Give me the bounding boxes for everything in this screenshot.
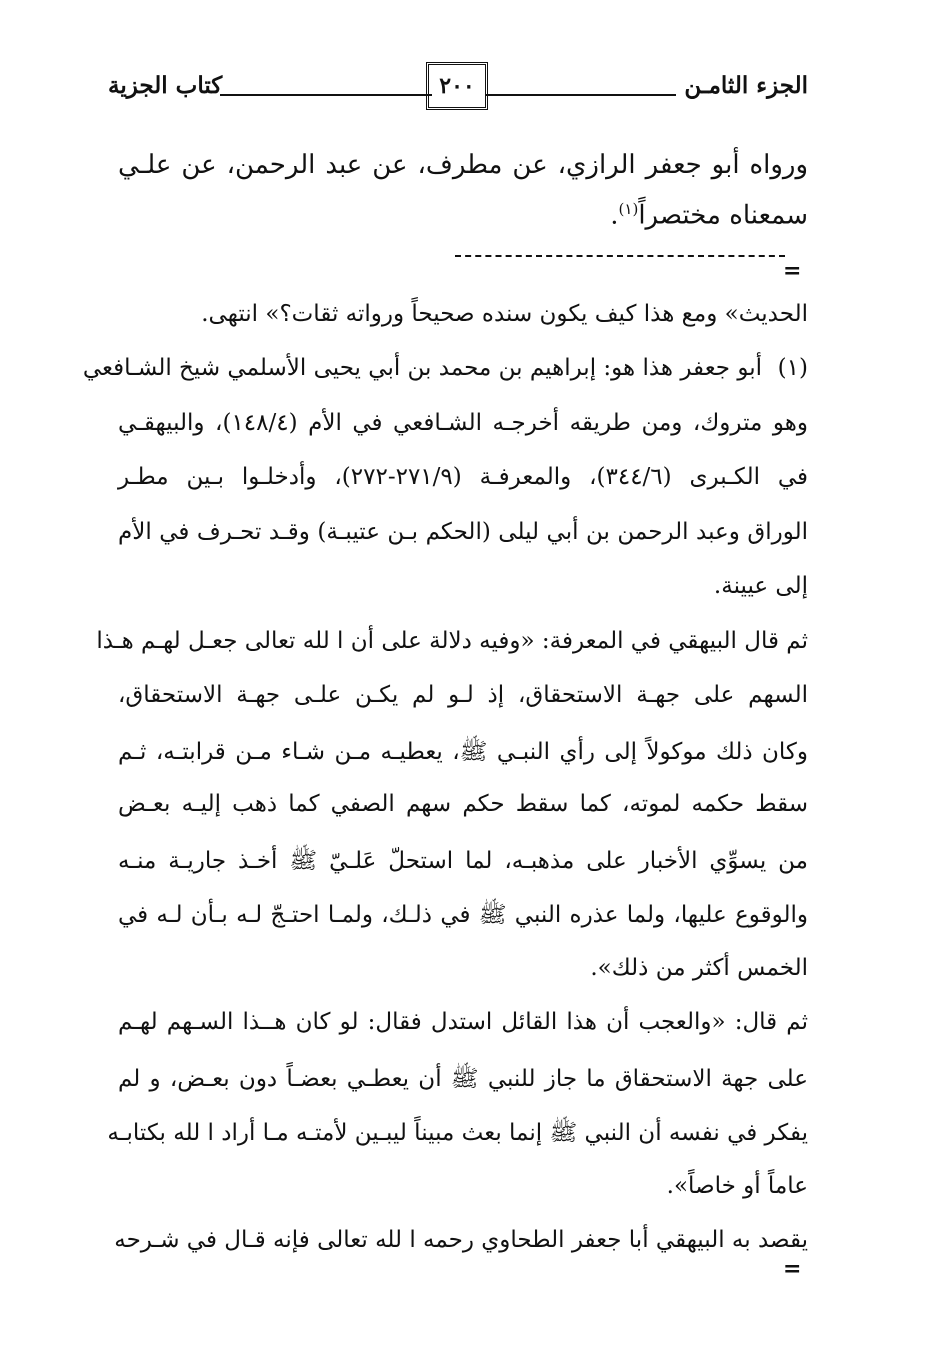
footnote-1-line: في الكـبرى (٣٤٤/٦)، والمعرفـة (٢٧١/٩-٢٧٢)، وأدخلـوا بـين مطـر	[118, 464, 808, 490]
footnote-para-2-line: الخمس أكثر من ذلك».	[590, 955, 808, 981]
continuation-mark-top: =	[783, 258, 800, 284]
footnote-continuation: الحديث» ومع هذا كيف يكون سنده صحيحاً ورواته ثقات؟» انتهى.	[201, 301, 808, 327]
footnote-1-line: أبو جعفر هذا هو: إبراهيم بن محمد بن أبي يحيى الأسلمي شيخ الشـافعي	[82, 355, 762, 381]
footnote-1-line: الوراق وعبد الرحمن بن أبي ليلى (الحكم بـن عتيبـة) وقـد تحـرف في الأم	[118, 519, 808, 545]
footnote-1-line: إلى عيينة.	[713, 573, 808, 599]
header-rule-right	[486, 94, 676, 96]
footnote-para-2-line: السهم على جهـة الاستحقاق، إذ لـو لم يكـن علـى جهـة الاستحقاق،	[118, 682, 808, 708]
main-text-line-1: ورواه أبو جعفر الرازي، عن مطرف، عن عبد الرحمن، عن علـي	[118, 150, 808, 180]
footnote-separator	[455, 255, 785, 257]
footnote-para-2-line: سقط حكمه لموته، كما سقط حكم سهم الصفي كما ذهب إليـه بعـض	[118, 791, 808, 817]
footnote-para-3-line: عاماً أو خاصاً».	[666, 1173, 808, 1199]
footnote-1-line: وهو متروك، ومن طريقه أخرجـه الشـافعي في الأم (١٤٨/٤)، والبيهقـي	[118, 410, 808, 436]
footnote-ref-mark: (١)	[618, 200, 639, 218]
continuation-mark-bottom: =	[783, 1256, 800, 1282]
page-number: ٢٠٠	[426, 62, 488, 110]
footnote-para-2-line: ثم قال البيهقي في المعرفة: «وفيه دلالة على أن ا لله تعالى جعـل لهـم هـذا	[96, 628, 808, 654]
footnote-para-2-line: والوقوع عليها، ولما عذره النبي ﷺ في ذلـك، ولمـا احتـجّ لـه بـأن لـه في	[118, 902, 808, 928]
footnote-1-number: (١)	[777, 355, 808, 381]
book-title: كتاب الجزية	[108, 72, 223, 99]
header-rule-left	[220, 94, 432, 96]
footnote-para-3-line: ثم قال: «والعجب أن هذا القائل استدل فقال: لو كان هــذا السـهم لهـم	[118, 1009, 808, 1035]
main-text-line-2-text: سمعناه مختصراً	[638, 200, 808, 231]
footnote-para-2-line: من يسوِّي الأخبار على مذهبـه، لما استحلّ عَلـيّ ﷺ أخـذ جاريـة منـه	[118, 848, 808, 874]
footnote-para-4-line: يقصد به البيهقي أبا جعفر الطحاوي رحمه ا لله تعالى فإنه قـال في شـرحه	[114, 1227, 808, 1253]
main-text-end-period: .	[610, 200, 619, 231]
main-text-line-2	[610, 200, 808, 231]
part-title: الجزء الثامـن	[684, 72, 808, 99]
page-header	[108, 62, 808, 118]
footnote-para-3-line: يفكر في نفسه أن النبي ﷺ إنما بعث مبيناً ليبـين لأمتـه مـا أراد ا لله بكتابـه	[107, 1120, 808, 1146]
footnote-para-3-line: على جهة الاستحقاق ما جاز للنبي ﷺ أن يعطـي بعضـاً دون بعـض، و لم	[118, 1066, 808, 1092]
footnote-para-2-line: وكان ذلك موكولاً إلى رأي النبـي ﷺ، يعطيـه مـن شـاء مـن قرابتـه، ثـم	[118, 739, 808, 765]
